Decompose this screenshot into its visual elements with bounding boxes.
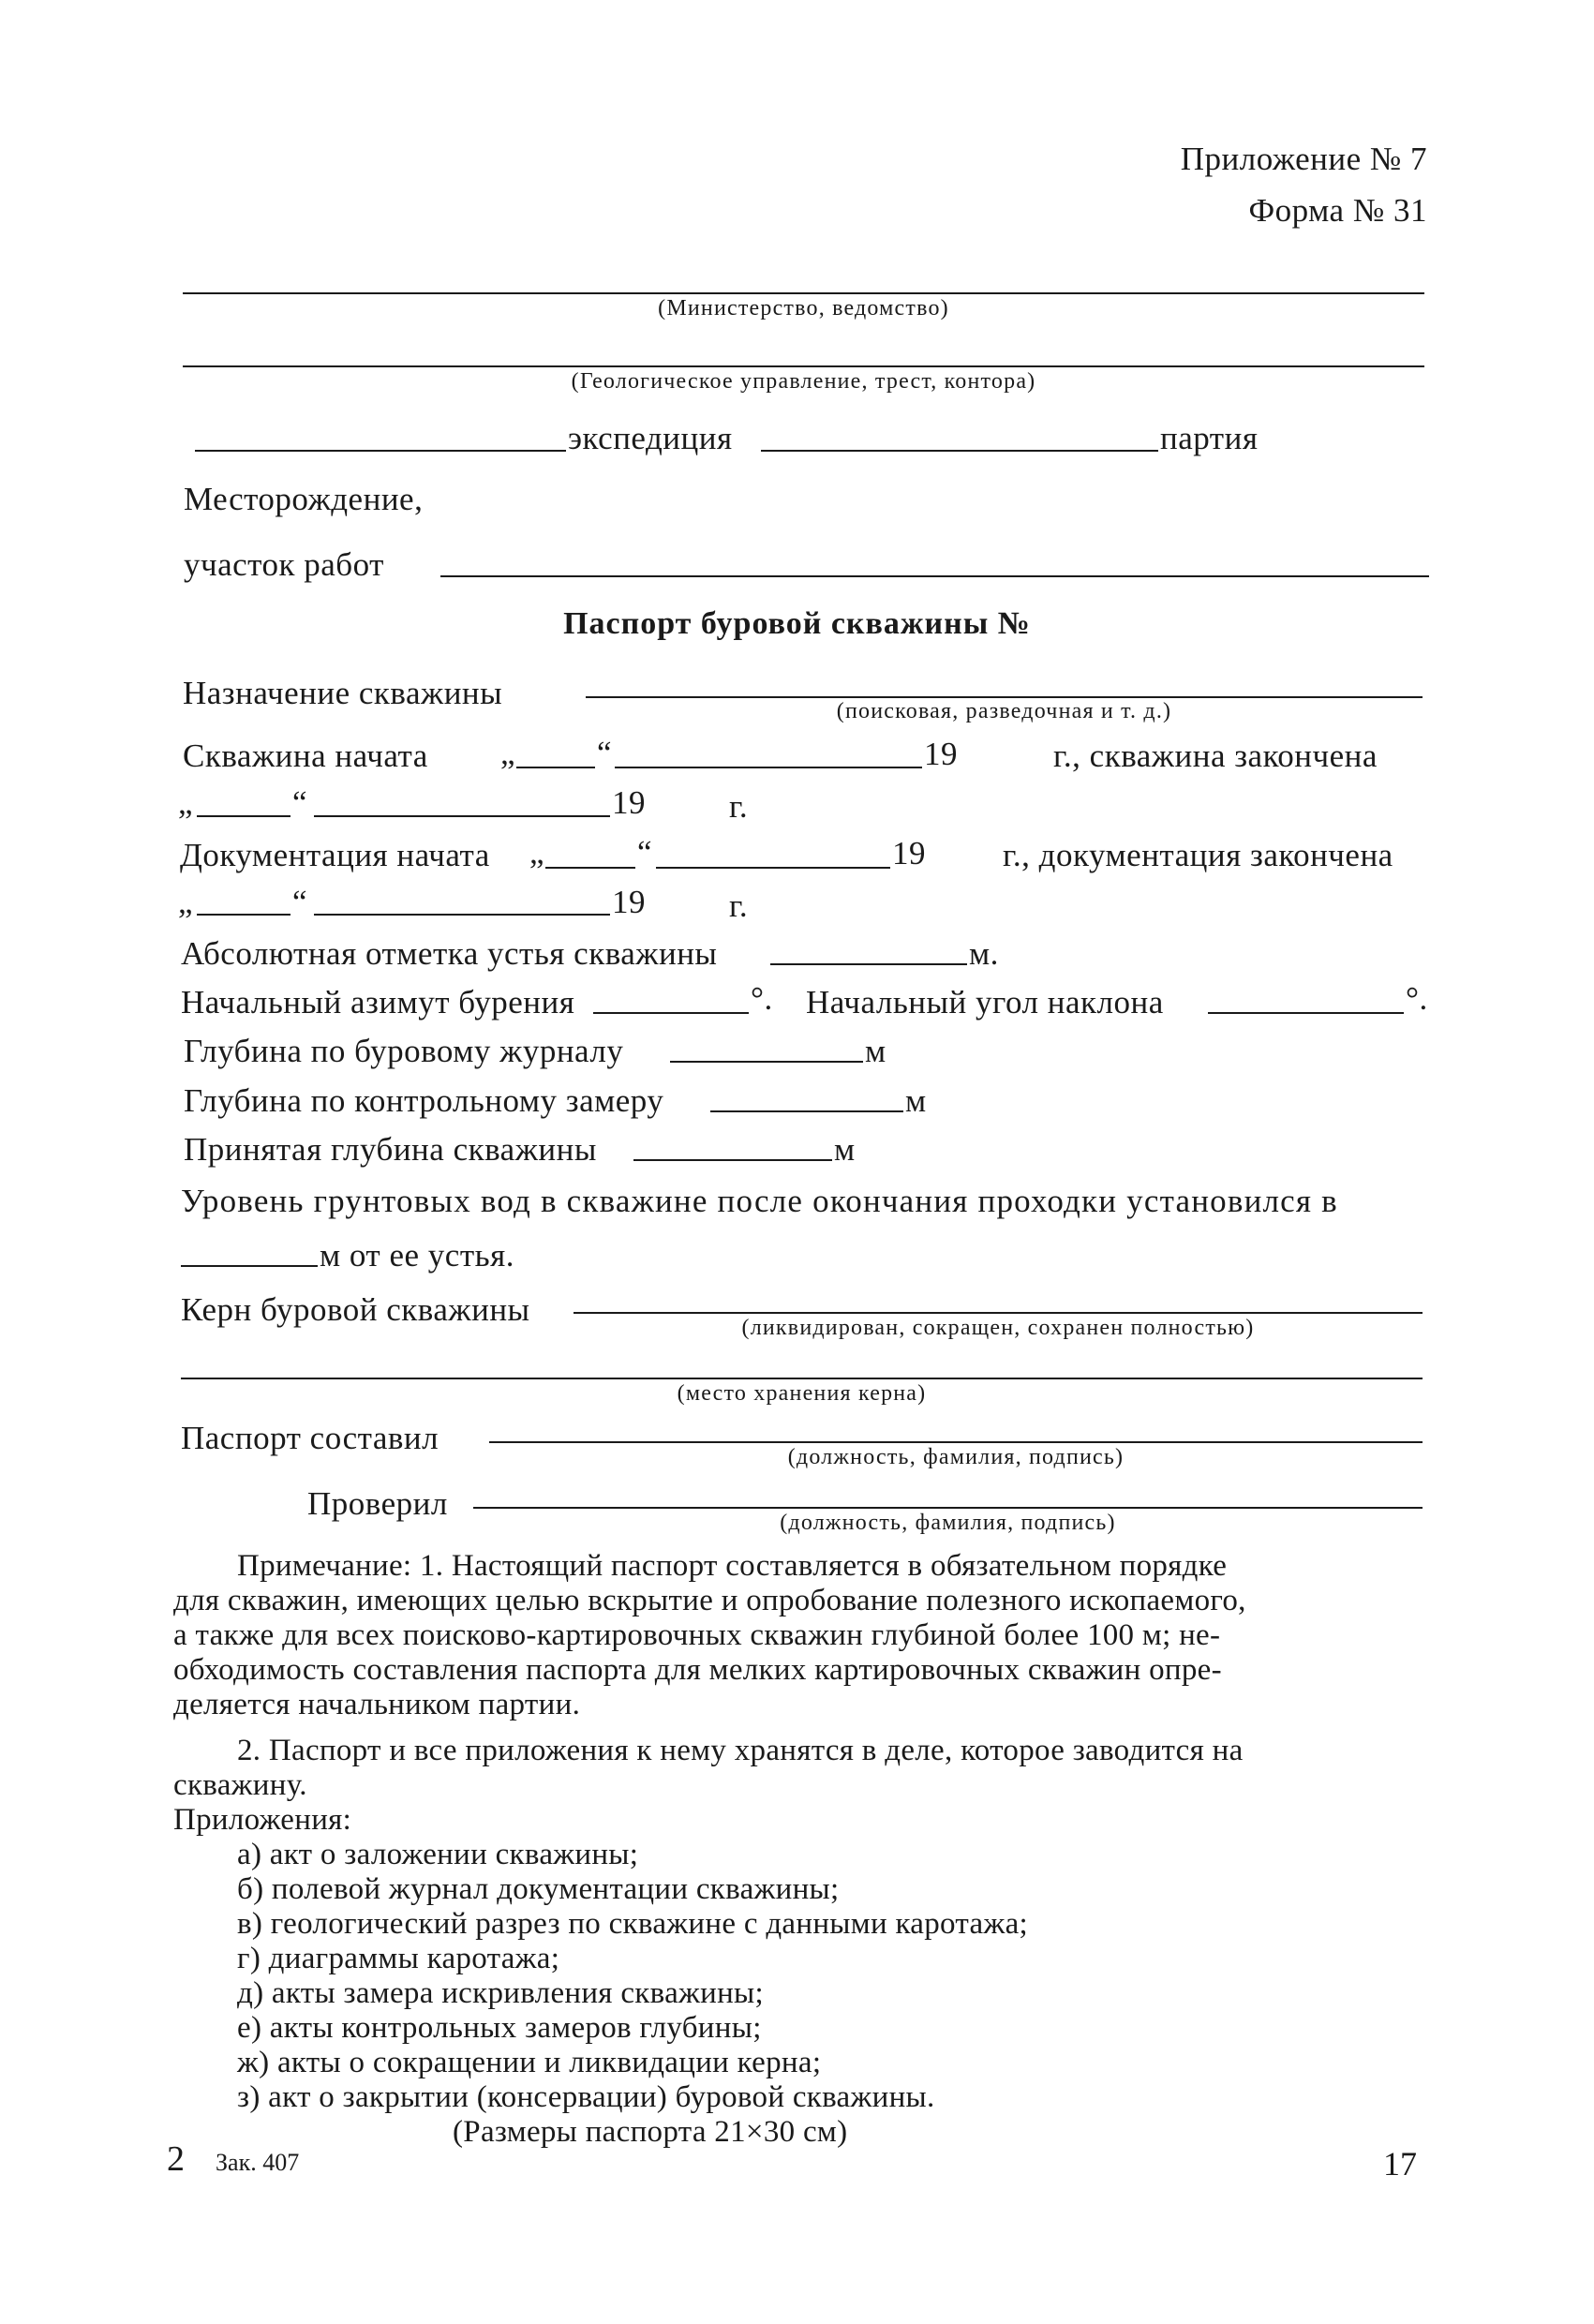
- geology-caption: (Геологическое управление, трест, контора): [571, 369, 1036, 394]
- doc-started-label: Документация начата: [180, 837, 490, 873]
- purpose-line[interactable]: [586, 696, 1423, 698]
- compiled-label: Паспорт составил: [181, 1420, 439, 1456]
- order-number: Зак. 407: [216, 2149, 300, 2176]
- note1-line-3: а также для всех поисково-картировочных скважин глубиной более 100 м; не-: [173, 1618, 1221, 1652]
- checked-caption: (должность, фамилия, подпись): [780, 1511, 1116, 1535]
- incline-line[interactable]: [1208, 1012, 1404, 1014]
- core-storage-caption: (место хранения керна): [677, 1381, 927, 1406]
- attachments-label: Приложения:: [173, 1803, 352, 1837]
- party-line[interactable]: [761, 450, 1158, 452]
- geology-line[interactable]: [183, 365, 1424, 367]
- checked-label: Проверил: [307, 1485, 448, 1522]
- note2-line-2: скважину.: [173, 1768, 307, 1802]
- attachment-v: в) геологический разрез по скважине с данными каротажа;: [237, 1907, 1028, 1941]
- size-note: (Размеры паспорта 21×30 см): [453, 2115, 848, 2149]
- doc-finished-year: 19: [612, 884, 646, 920]
- finished-month-line[interactable]: [314, 815, 610, 817]
- note1-line-5: деляется начальником партии.: [173, 1688, 581, 1721]
- finished-year: 19: [612, 784, 646, 821]
- groundwater-line[interactable]: [181, 1265, 318, 1267]
- note1-line-1-text: Примечание: 1. Настоящий паспорт составляется в обязательном порядке: [237, 1549, 1228, 1583]
- doc-started-year: 19: [892, 835, 926, 872]
- page-number: 17: [1383, 2145, 1417, 2182]
- doc-finished-month-line[interactable]: [314, 914, 610, 916]
- attachment-zh: ж) акты о сокращении и ликвидации керна;: [237, 2046, 822, 2079]
- compiled-line[interactable]: [489, 1441, 1423, 1443]
- incline-degree: °.: [1406, 980, 1428, 1017]
- doc-finished-label: г., документация закончена: [1003, 837, 1393, 873]
- depth-log-line[interactable]: [670, 1061, 863, 1063]
- attachment-e: е) акты контрольных замеров глубины;: [237, 2011, 762, 2045]
- incline-label: Начальный угол наклона: [806, 984, 1164, 1020]
- finished-label: г., скважина закончена: [1053, 737, 1378, 774]
- attachment-z: з) акт о закрытии (консервации) буровой скважины.: [237, 2080, 935, 2114]
- note1-line-2: для скважин, имеющих целью вскрытие и опробование полезного ископаемого,: [173, 1584, 1246, 1617]
- ministry-line[interactable]: [183, 292, 1424, 294]
- azimuth-label: Начальный азимут бурения: [181, 984, 575, 1020]
- finished-open-quote: „: [178, 784, 194, 821]
- passport-title: Паспорт буровой скважины №: [563, 606, 1031, 641]
- expedition-label: экспедиция: [568, 420, 733, 456]
- depth-accepted-label: Принятая глубина скважины: [184, 1131, 597, 1168]
- attachment-b: б) полевой журнал документации скважины;: [237, 1872, 840, 1906]
- site-label: участок работ: [184, 546, 384, 583]
- core-caption: (ликвидирован, сокращен, сохранен полностью): [741, 1316, 1255, 1340]
- started-open-quote: „: [500, 735, 516, 771]
- appendix-number: Приложение № 7: [1180, 141, 1427, 177]
- started-close-quote: “: [597, 735, 613, 771]
- azimuth-line[interactable]: [593, 1012, 749, 1014]
- core-label: Керн буровой скважины: [181, 1291, 530, 1328]
- note2-line-1: 2. Паспорт и все приложения к нему хранятся в деле, которое заводится на: [237, 1734, 1244, 1767]
- elevation-label: Абсолютная отметка устья скважины: [181, 935, 718, 972]
- purpose-caption: (поисковая, разведочная и т. д.): [836, 699, 1172, 723]
- depth-log-label: Глубина по буровому журналу: [184, 1033, 624, 1069]
- doc-started-day-line[interactable]: [545, 867, 635, 869]
- expedition-line[interactable]: [195, 450, 566, 452]
- started-day-line[interactable]: [516, 767, 595, 768]
- started-label: Скважина начата: [183, 737, 428, 774]
- core-line[interactable]: [574, 1312, 1423, 1314]
- depth-control-line[interactable]: [710, 1110, 903, 1112]
- core-storage-line[interactable]: [181, 1378, 1423, 1379]
- doc-started-open-quote: „: [529, 834, 545, 871]
- purpose-label: Назначение скважины: [183, 675, 503, 711]
- doc-started-month-line[interactable]: [656, 867, 890, 869]
- doc-finished-close-quote: “: [292, 884, 308, 920]
- depth-log-unit: м: [865, 1033, 886, 1069]
- depth-control-label: Глубина по контрольному замеру: [184, 1082, 664, 1119]
- doc-finished-day-line[interactable]: [197, 914, 290, 916]
- depth-control-unit: м: [905, 1082, 927, 1119]
- note1-line-1: [237, 1549, 1423, 1584]
- compiled-caption: (должность, фамилия, подпись): [787, 1445, 1125, 1469]
- site-line[interactable]: [440, 575, 1429, 577]
- sheet-number: 2: [167, 2139, 185, 2179]
- deposit-label: Месторождение,: [184, 481, 424, 517]
- groundwater-end: м от ее устья.: [320, 1237, 514, 1274]
- attachment-a: а) акт о заложении скважины;: [237, 1838, 639, 1871]
- depth-accepted-unit: м: [834, 1131, 856, 1168]
- depth-accepted-line[interactable]: [633, 1159, 832, 1161]
- attachment-d: д) акты замера искривления скважины;: [237, 1976, 764, 2010]
- doc-finished-year-suffix: г.: [729, 887, 749, 924]
- doc-finished-open-quote: „: [178, 884, 194, 920]
- elevation-unit: м.: [969, 935, 999, 972]
- note1-line-4: обходимость составления паспорта для мелких картировочных скважин опре-: [173, 1653, 1222, 1687]
- party-label: партия: [1160, 420, 1259, 456]
- groundwater-text: Уровень грунтовых вод в скважине после окончания проходки установился в: [181, 1183, 1338, 1219]
- doc-started-close-quote: “: [637, 834, 653, 871]
- finished-close-quote: “: [292, 784, 308, 821]
- started-year: 19: [924, 736, 958, 772]
- attachment-g: г) диаграммы каротажа;: [237, 1942, 560, 1975]
- elevation-line[interactable]: [770, 963, 967, 965]
- checked-line[interactable]: [473, 1507, 1423, 1509]
- started-month-line[interactable]: [615, 767, 922, 768]
- ministry-caption: (Министерство, ведомство): [658, 296, 949, 320]
- form-number: Форма № 31: [1248, 192, 1427, 229]
- finished-year-suffix: г.: [729, 788, 749, 825]
- finished-day-line[interactable]: [197, 815, 290, 817]
- azimuth-degree: °.: [751, 980, 773, 1017]
